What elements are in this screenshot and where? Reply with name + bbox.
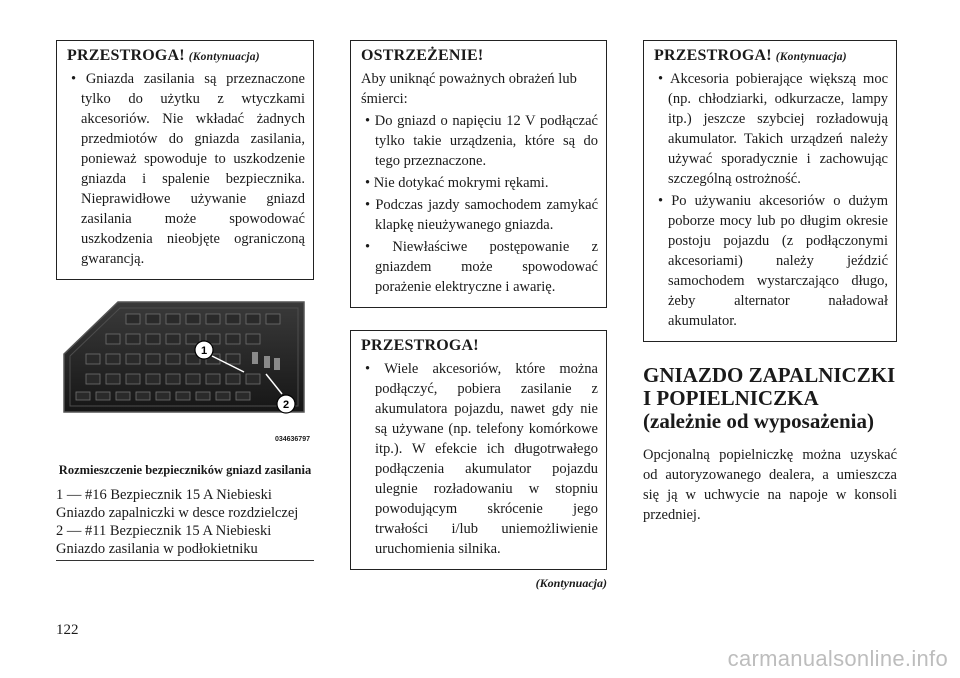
column-left bbox=[56, 40, 314, 561]
caution-box-continued bbox=[643, 40, 897, 342]
warning-intro: Aby uniknąć poważnych obrażeń lub śmierci: bbox=[361, 71, 577, 107]
caution-item: • Po używaniu akcesoriów o dużym poborze mocy lub po długim okresie postoju pojazdu (z podłączonymi akcesoriami) należy jeździć samochodem wystarczająco długo, żeby alternator naładował akumulator. bbox=[654, 191, 888, 331]
callout-1-label: 1 bbox=[200, 345, 208, 357]
section-body: Opcjonalną popielniczkę można uzyskać od autoryzowanego dealera, a umieszcza się ją w uchwycie na napoje w konsoli przedniej. bbox=[643, 447, 897, 523]
caution-title: PRZESTROGA! (Kontynuacja) bbox=[654, 47, 847, 64]
legend-line: 1 — #16 Bezpiecznik 15 A Niebieski bbox=[56, 487, 272, 503]
warning-item: • Podczas jazdy samochodem zamykać klapkę nieużywanego gniazda. bbox=[361, 195, 598, 235]
legend-line: Gniazdo zasilania w podłokietniku bbox=[56, 541, 258, 557]
fuse-box-figure bbox=[56, 294, 314, 442]
fuse-box-illustration bbox=[56, 294, 314, 442]
fuse-legend bbox=[56, 486, 314, 561]
warning-item: • Nie dotykać mokrymi rękami. bbox=[361, 173, 598, 193]
warning-box bbox=[350, 40, 607, 308]
legend-line: Gniazdo zapalniczki w desce rozdzielczej bbox=[56, 505, 299, 521]
caution-box bbox=[350, 330, 607, 570]
column-middle bbox=[350, 40, 607, 591]
page-number: 122 bbox=[56, 622, 79, 638]
caution-title: PRZESTROGA! (Kontynuacja) bbox=[67, 47, 260, 64]
caution-item: • Akcesoria pobierające większą moc (np. chłodziarki, odkurzacze, lampy itp.) jeszcze szybciej rozładowują akumulator. Takich urządzeń należy używać sporadycznie i zachowując szczególną ostrożność. bbox=[654, 69, 888, 189]
column-right bbox=[643, 40, 897, 525]
continued-label: (Kontynuacja) bbox=[535, 576, 607, 590]
warning-title: OSTRZEŻENIE! bbox=[361, 47, 484, 64]
section-heading: GNIAZDO ZAPALNICZKI I POPIELNICZKA (zależnie od wyposażenia) bbox=[643, 363, 896, 433]
warning-list bbox=[361, 111, 598, 297]
figure-code: 034636797 bbox=[274, 436, 310, 443]
caution-list bbox=[361, 359, 598, 559]
caution-list bbox=[654, 69, 888, 331]
legend-line: 2 — #11 Bezpiecznik 15 A Niebieski bbox=[56, 523, 272, 539]
caution-item: • Wiele akcesoriów, które można podłączyć, pobiera zasilanie z akumulatora pojazdu, nawet gdy nie są używane (np. telefony komórkowe itp.). W efekcie ich długotrwałego podłączenia akumulator pojazdu ulegnie rozładowaniu w stopniu powodującym skrócenie jego trwałości i/lub uniemożliwienie uruchomienia silnika. bbox=[361, 359, 598, 559]
watermark: carmanualsonline.info bbox=[727, 646, 948, 671]
caution-box-continued bbox=[56, 40, 314, 280]
caution-item: • Gniazda zasilania są przeznaczone tylko do użytku z wtyczkami akcesoriów. Nie wkładać żadnych przedmiotów do gniazda zasilania, ponieważ spowoduje to uszkodzenie gniazda i spalenie bezpiecznika. Nieprawidłowe używanie gniazd zasilania może spowodować uszkodzenia nieobjęte ograniczoną gwarancją. bbox=[67, 69, 305, 269]
caution-title: PRZESTROGA! bbox=[361, 337, 479, 354]
figure-caption: Rozmieszczenie bezpieczników gniazd zasilania bbox=[58, 463, 312, 477]
callout-2-label: 2 bbox=[282, 399, 290, 411]
warning-item: • Do gniazd o napięciu 12 V podłączać tylko takie urządzenia, które są do tego przeznaczone. bbox=[361, 111, 598, 171]
caution-list bbox=[67, 69, 305, 269]
warning-item: • Niewłaściwe postępowanie z gniazdem może spowodować porażenie elektryczne i awarię. bbox=[361, 237, 598, 297]
